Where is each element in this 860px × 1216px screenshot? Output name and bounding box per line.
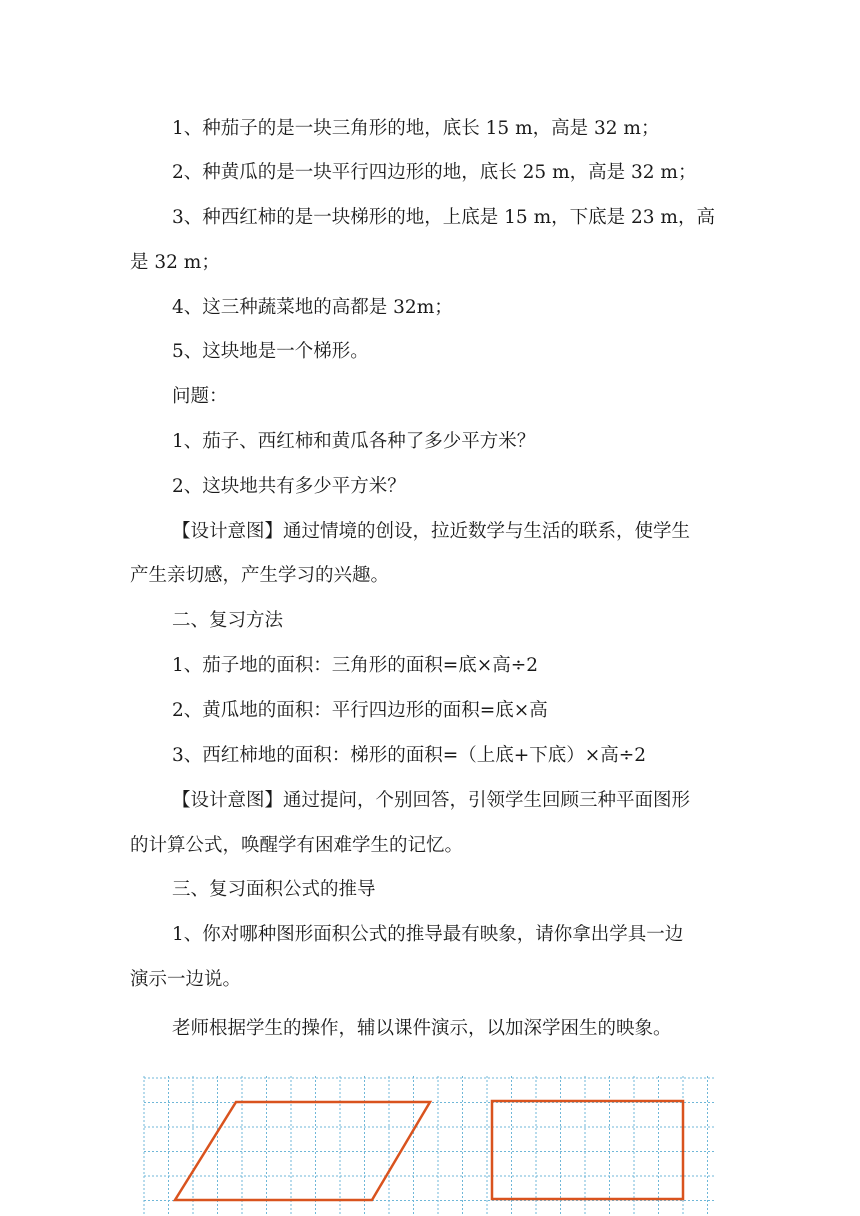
section-label: 问题： (172, 386, 228, 407)
section-heading: 三、复习面积公式的推导 (172, 879, 376, 900)
text-line: 3、西红柿地的面积：梯形的面积=（上底+下底）×高÷2 (172, 745, 647, 766)
grid-figure (140, 1072, 720, 1216)
text-line: 1、茄子地的面积：三角形的面积=底×高÷2 (172, 655, 539, 676)
rectangle-shape (492, 1101, 683, 1199)
text-line: 4、这三种蔬菜地的高都是 32m； (172, 297, 453, 318)
text-line: 老师根据学生的操作，辅以课件演示，以加深学困生的映象。 (172, 1018, 672, 1039)
text-line: 5、这块地是一个梯形。 (172, 341, 369, 362)
text-line: 1、种茄子的是一块三角形的地，底长 15 m，高是 32 m； (172, 118, 660, 139)
question-item: 2、这块地共有多少平方米？ (172, 476, 406, 497)
text-line: 1、你对哪种图形面积公式的推导最有映象，请你拿出学具一边 (172, 924, 684, 945)
design-intent-text: 【设计意图】通过情境的创设，拉近数学与生活的联系，使学生 (172, 521, 691, 542)
question-item: 1、茄子、西红柿和黄瓜各种了多少平方米？ (172, 431, 536, 452)
dotted-grid (144, 1076, 716, 1216)
design-intent-text: 的计算公式，唤醒学有困难学生的记忆。 (130, 835, 464, 856)
text-line: 2、种黄瓜的是一块平行四边形的地，底长 25 m，高是 32 m； (172, 162, 697, 183)
text-line: 是 32 m； (130, 252, 220, 273)
section-heading: 二、复习方法 (172, 610, 284, 631)
text-line: 演示一边说。 (130, 969, 242, 990)
text-line: 2、黄瓜地的面积：平行四边形的面积=底×高 (172, 700, 548, 721)
text-line: 3、种西红柿的是一块梯形的地，上底是 15 m，下底是 23 m，高 (172, 207, 715, 228)
design-intent-text: 【设计意图】通过提问，个别回答，引领学生回顾三种平面图形 (172, 790, 691, 811)
design-intent-text: 产生亲切感，产生学习的兴趣。 (130, 565, 390, 586)
